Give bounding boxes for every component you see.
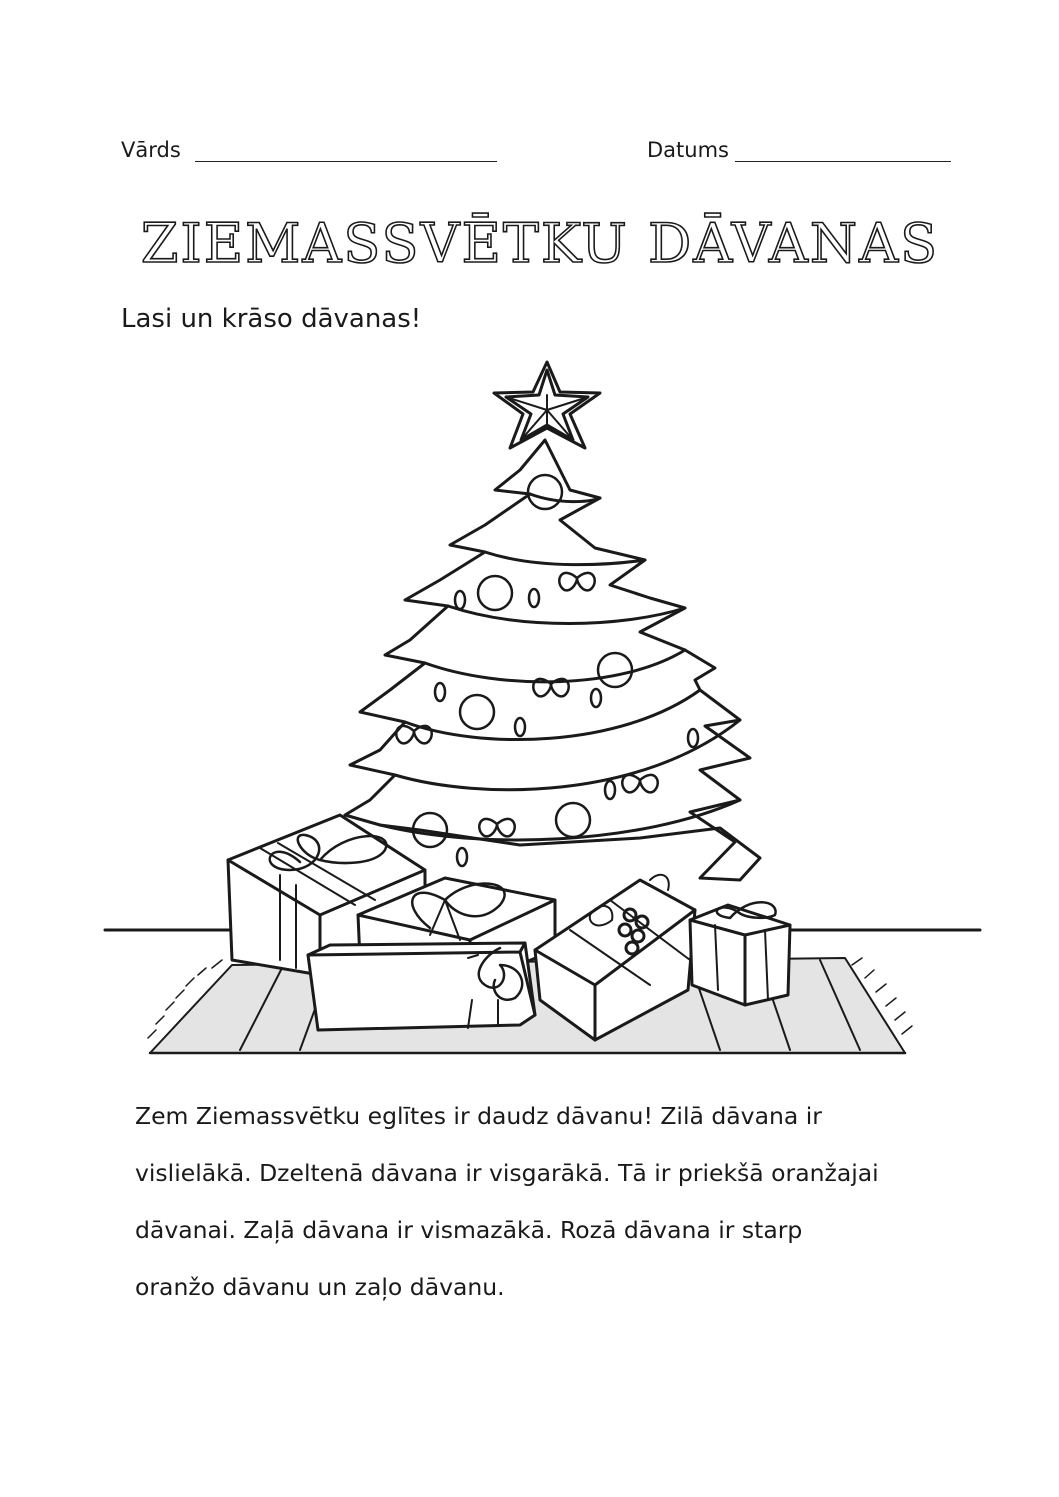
name-label: Vārds: [121, 138, 181, 162]
name-field[interactable]: [121, 138, 497, 162]
christmas-tree-illustration: [100, 355, 990, 1070]
story-line: Zem Ziemassvētku eglītes ir daudz dāvanu! Zilā dāvana ir: [135, 1102, 822, 1130]
story-paragraph: [135, 1088, 955, 1316]
story-line: dāvanai. Zaļā dāvana ir vismazākā. Rozā dāvana ir starp: [135, 1216, 803, 1244]
gift-long: [308, 943, 535, 1030]
gift-small: [690, 902, 790, 1005]
tree-star: [494, 362, 600, 448]
worksheet-title: ZIEMASSVĒTKU DĀVANAS: [140, 212, 940, 275]
story-line: oranžo dāvanu un zaļo dāvanu.: [135, 1273, 505, 1301]
worksheet-title-graphic: [140, 200, 940, 280]
date-label: Datums: [647, 138, 729, 162]
date-field[interactable]: [647, 138, 951, 162]
date-blank-line[interactable]: [735, 139, 951, 162]
story-line: vislielākā. Dzeltenā dāvana ir visgarākā. Tā ir priekšā oranžajai: [135, 1159, 879, 1187]
instruction-text: Lasi un krāso dāvanas!: [121, 304, 422, 334]
name-blank-line[interactable]: [195, 139, 497, 162]
